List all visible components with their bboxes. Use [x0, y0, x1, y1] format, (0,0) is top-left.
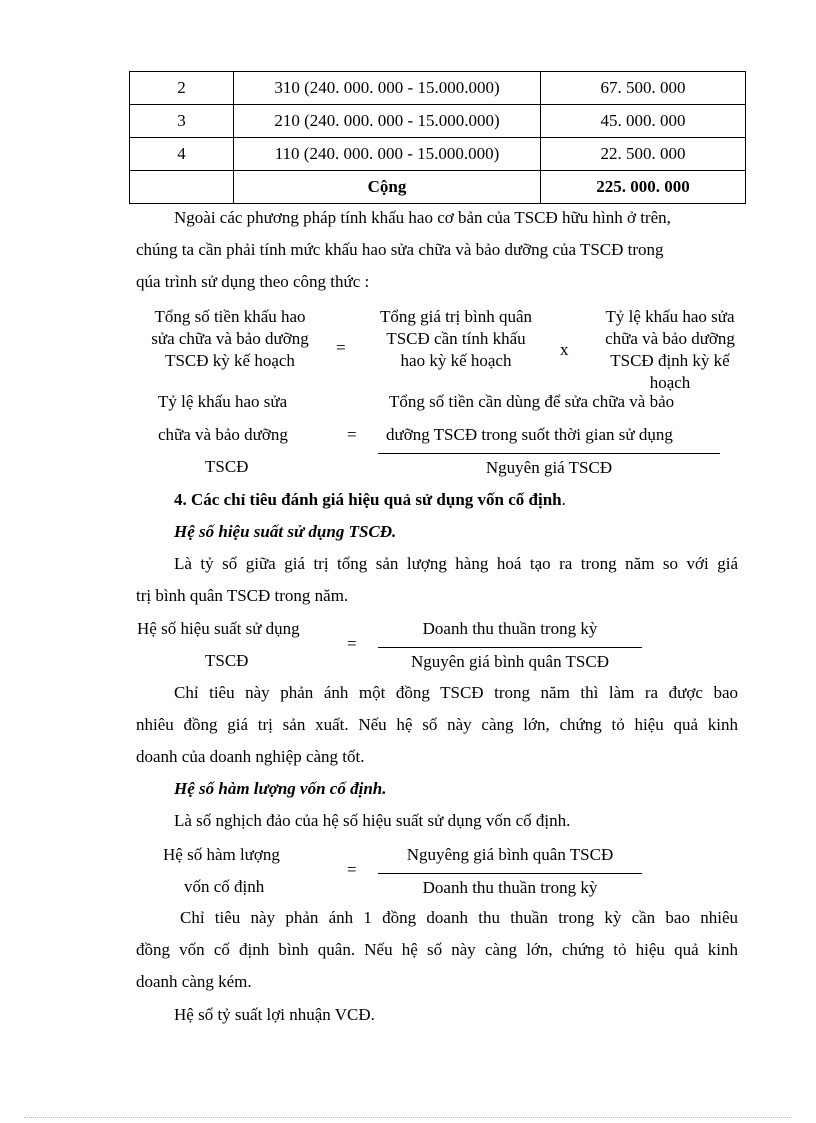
table-total-label: Cộng [234, 171, 541, 204]
intro-line-3: qúa trình sử dụng theo công thức : [136, 272, 370, 291]
formula4-left-line: Hệ số hàm lượng [163, 845, 280, 864]
formula1-middle-line: TSCĐ cần tính khấu [386, 329, 526, 348]
paragraph-line: Chỉ tiêu này phản ánh 1 đồng doanh thu thuần trong kỳ cần bao nhiêu [180, 908, 738, 927]
formula2-left-line: chữa và bảo dưỡng [158, 425, 288, 444]
formula1-right-line: chữa và bảo dưỡng [605, 329, 735, 348]
formula4-left-line: vốn cố định [184, 877, 265, 896]
formula4-numerator: Nguyêng giá bình quân TSCĐ [406, 845, 614, 864]
formula1-middle-line: Tổng giá trị bình quân [379, 307, 533, 326]
table-row [130, 105, 746, 138]
formula3-left-line: TSCĐ [205, 651, 249, 670]
formula1-right-line: TSCĐ định kỳ kế [610, 351, 730, 370]
intro-line-1: Ngoài các phương pháp tính khấu hao cơ bản của TSCĐ hữu hình ở trên, [174, 208, 671, 227]
table-cell-formula: 210 (240. 000. 000 - 15.000.000) [234, 105, 541, 138]
formula1-middle-line: hao kỳ kế hoạch [400, 351, 512, 370]
depreciation-table [129, 71, 746, 204]
formula2-numerator-line: Tổng số tiền cần dùng để sửa chữa và bảo [389, 392, 675, 411]
formula2-denominator: Nguyên giá TSCĐ [485, 458, 613, 477]
formula3-left-line: Hệ số hiệu suất sử dụng [137, 619, 300, 638]
paragraph-line: doanh càng kém. [136, 972, 252, 991]
table-cell-amount: 45. 000. 000 [541, 105, 746, 138]
paragraph-line: trị bình quân TSCĐ trong năm. [136, 586, 349, 605]
formula2-fraction-bar [378, 453, 720, 454]
paragraph-line: Là số nghịch đảo của hệ số hiệu suất sử dụng vốn cố định. [174, 811, 571, 830]
table-row [130, 72, 746, 105]
subsection-heading-capital-content: Hệ số hàm lượng vốn cố định. [174, 779, 387, 798]
formula2-left-line: Tỷ lệ khấu hao sửa [158, 392, 288, 411]
paragraph-line: Chỉ tiêu này phản ánh một đồng TSCĐ trong năm thì làm ra được bao [174, 683, 738, 702]
table-cell-empty [130, 171, 234, 204]
formula3-fraction-bar [378, 647, 642, 648]
formula1-left-line: TSCĐ kỳ kế hoạch [165, 351, 295, 370]
formula1-right-line: Tỷ lệ khấu hao sửa [605, 307, 735, 326]
formula2-equals: = [347, 425, 357, 444]
paragraph-line: doanh của doanh nghiệp càng tốt. [136, 747, 365, 766]
formula1-equals: = [336, 338, 346, 357]
formula1-left-line: Tổng số tiền khấu hao [154, 307, 306, 326]
table-cell-amount: 67. 500. 000 [541, 72, 746, 105]
table-cell-year: 2 [130, 72, 234, 105]
table-cell-formula: 310 (240. 000. 000 - 15.000.000) [234, 72, 541, 105]
formula4-equals: = [347, 860, 357, 879]
paragraph-line: nhiêu đồng giá trị sản xuất. Nếu hệ số này càng lớn, chứng tỏ hiệu quả kinh [136, 715, 738, 734]
formula1-left-line: sửa chữa và bảo dưỡng [151, 329, 309, 348]
page-footer-divider [24, 1117, 792, 1118]
formula1-left [130, 306, 330, 372]
subsection-heading-efficiency: Hệ số hiệu suất sử dụng TSCĐ. [174, 522, 397, 541]
formula2-numerator-line: dưỡng TSCĐ trong suốt thời gian sử dụng [386, 425, 673, 444]
table-cell-year: 4 [130, 138, 234, 171]
table-cell-amount: 22. 500. 000 [541, 138, 746, 171]
formula4-denominator: Doanh thu thuần trong kỳ [422, 878, 598, 897]
formula1-middle [356, 306, 556, 372]
formula2-left-line: TSCĐ [205, 457, 249, 476]
table-total-row [130, 171, 746, 204]
formula3-numerator: Doanh thu thuần trong kỳ [422, 619, 598, 638]
formula3-equals: = [347, 634, 357, 653]
formula4-fraction-bar [378, 873, 642, 874]
paragraph-line: Hệ số tỷ suất lợi nhuận VCĐ. [174, 1005, 375, 1024]
intro-line-2: chúng ta cần phải tính mức khấu hao sửa chữa và bảo dưỡng của TSCĐ trong [136, 240, 664, 259]
formula1-right-line: hoạch [649, 373, 691, 392]
section-heading [174, 490, 566, 510]
section-heading-period: . [561, 490, 566, 509]
formula1-times: x [560, 340, 569, 359]
section-heading-text: 4. Các chỉ tiêu đánh giá hiệu quả sử dụng vốn cố định [174, 490, 562, 509]
formula3-denominator: Nguyên giá bình quân TSCĐ [410, 652, 609, 671]
paragraph-line: Là tỷ số giữa giá trị tổng sản lượng hàng hoá tạo ra trong năm so với giá [174, 554, 738, 573]
table-cell-formula: 110 (240. 000. 000 - 15.000.000) [234, 138, 541, 171]
table-cell-year: 3 [130, 105, 234, 138]
formula1-right [584, 306, 756, 394]
table-total-amount: 225. 000. 000 [541, 171, 746, 204]
table-row [130, 138, 746, 171]
paragraph-line: đồng vốn cố định bình quân. Nếu hệ số này càng lớn, chứng tỏ hiệu quả kinh [136, 940, 738, 959]
